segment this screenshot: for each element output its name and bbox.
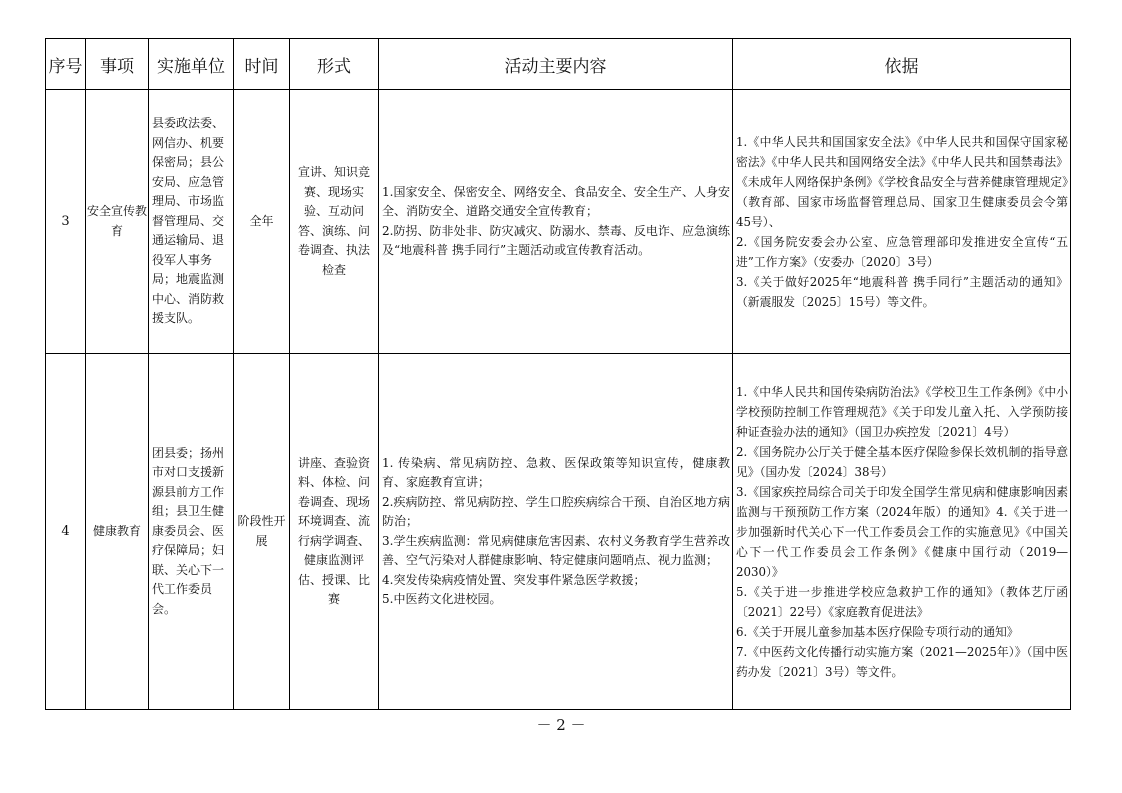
table-row [46, 90, 1071, 354]
header-row [46, 39, 1071, 90]
page-number: － 2 － [536, 716, 586, 734]
row-time: 全年 [234, 90, 290, 354]
basis-item: 1.《中华人民共和国国家安全法》《中华人民共和国保守国家秘密法》《中华人民共和国网络安全法》《中华人民共和国禁毒法》《未成年人网络保护条例》《学校食品安全与营养健康管理规定》（教育部、国家市场监督管理总局、国家卫生健康委员会令第45号）、 [736, 134, 1068, 229]
header-time: 时间 [234, 39, 290, 90]
row-number: 4 [46, 354, 86, 710]
row-form: 宣讲、知识竞赛、现场实验、互动问答、演练、问卷调查、执法检查 [290, 90, 379, 354]
basis-item: 2.《国务院办公厅关于健全基本医疗保险参保长效机制的指导意见》（国办发〔2024〕38号） [736, 444, 1068, 479]
row-content [379, 354, 733, 710]
row-item: 安全宣传教育 [86, 90, 149, 354]
table-row [46, 354, 1071, 710]
row-unit: 县委政法委、网信办、机要保密局；县公安局、应急管理局、市场监督管理局、交通运输局、退役军人事务局；地震监测中心、消防救援支队。 [149, 90, 234, 354]
row-number: 3 [46, 90, 86, 354]
content-item: 2.防拐、防非处非、防灾减灾、防溺水、禁毒、反电诈、应急演练及“地震科普 携手同行”主题活动或宣传教育活动。 [382, 223, 730, 257]
content-item: 4.突发传染病疫情处置、突发事件紧急医学救援； [382, 572, 646, 587]
content-item: 3.学生疾病监测：常见病健康危害因素、农村义务教育学生营养改善、空气污染对人群健康影响、特定健康问题哨点、视力监测； [382, 533, 730, 567]
content-item: 2.疾病防控、常见病防控、学生口腔疾病综合干预、自治区地方病防治； [382, 494, 730, 528]
header-content: 活动主要内容 [379, 39, 733, 90]
basis-item: 3.《关于做好2025年“地震科普 携手同行”主题活动的通知》（新震服发〔2025〕15号）等文件。 [736, 274, 1068, 309]
activity-table [45, 38, 1071, 710]
basis-item: 7.《中医药文化传播行动实施方案（2021—2025年）》（国中医药办发〔2021〕3号）等文件。 [736, 644, 1068, 679]
row-item: 健康教育 [86, 354, 149, 710]
row-unit: 团县委；扬州市对口支援新源县前方工作组；县卫生健康委员会、医疗保障局；妇联、关心下一代工作委员会。 [149, 354, 234, 710]
content-item: 1. 传染病、常见病防控、急救、医保政策等知识宣传，健康教育、家庭教育宣讲； [382, 455, 730, 489]
header-no: 序号 [46, 39, 86, 90]
header-item: 事项 [86, 39, 149, 90]
content-item: 1.国家安全、保密安全、网络安全、食品安全、安全生产、人身安全、消防安全、道路交通安全宣传教育； [382, 184, 730, 218]
header-form: 形式 [290, 39, 379, 90]
header-basis: 依据 [733, 39, 1071, 90]
row-basis [733, 354, 1071, 710]
basis-item: 5.《关于进一步推进学校应急救护工作的通知》（教体艺厅函〔2021〕22号）《家庭教育促进法》 [736, 584, 1068, 619]
basis-item: 6.《关于开展儿童参加基本医疗保险专项行动的通知》 [736, 624, 1019, 639]
row-content [379, 90, 733, 354]
header-unit: 实施单位 [149, 39, 234, 90]
basis-item: 2.《国务院安委会办公室、应急管理部印发推进安全宣传“五进”工作方案》（安委办〔2020〕3号） [736, 234, 1068, 269]
row-time: 阶段性开展 [234, 354, 290, 710]
basis-item: 3.《国家疾控局综合司关于印发全国学生常见病和健康影响因素监测与干预预防工作方案（2024年版）的通知》4.《关于进一步加强新时代关心下一代工作委员会工作的实施意见》《中国关心下一代工作委员会工作条例》《健康中国行动（2019—2030）》 [736, 484, 1068, 579]
row-basis [733, 90, 1071, 354]
content-item: 5.中医药文化进校园。 [382, 592, 502, 606]
row-form: 讲座、查验资料、体检、问卷调查、现场环境调查、流行病学调查、健康监测评估、授课、比赛 [290, 354, 379, 710]
basis-item: 1.《中华人民共和国传染病防治法》《学校卫生工作条例》《中小学校预防控制工作管理规范》《关于印发儿童入托、入学预防接种证查验办法的通知》（国卫办疾控发〔2021〕4号） [736, 384, 1068, 439]
